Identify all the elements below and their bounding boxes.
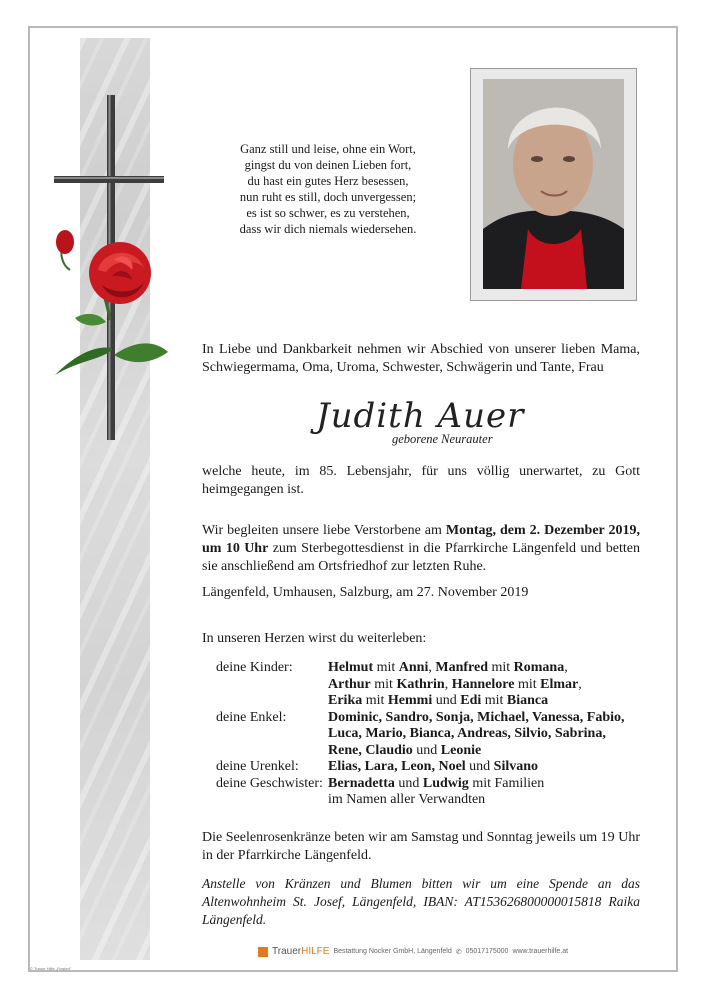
urenkel-label: deine Urenkel: — [216, 759, 299, 774]
trauerhilfe-logo-icon — [258, 947, 268, 957]
footer-phone: 05017175000 — [465, 948, 509, 955]
leaf — [55, 347, 112, 375]
footer-logo: TrauerHILFE — [272, 946, 330, 957]
geschwister-label: deine Geschwister: — [216, 775, 323, 791]
image-credit: © Trauer Hilfe „Rosted" — [30, 966, 72, 971]
kinder-line: Erika mit Hemmi und Edi mit Bianca — [328, 693, 549, 708]
funeral-date: Montag, dem 2. Dezember 2019, um 10 Uhr — [202, 523, 640, 556]
phone-icon: ✆ — [455, 948, 462, 956]
kinder-label: deine Kinder: — [216, 660, 293, 675]
cross-with-rose — [40, 90, 170, 450]
portrait-photo — [483, 79, 624, 289]
funeral-text-part: zum Sterbegottesdienst in die Pfarrkirche Längenfeld und betten sie anschließend am Ortsfriedhof zur letzten Ruhe. — [202, 541, 640, 574]
portrait-frame — [470, 68, 637, 301]
leaf — [75, 314, 106, 326]
poem-line: du hast ein gutes Herz besessen, — [247, 174, 409, 188]
enkel-line: Rene, Claudio und Leonie — [328, 742, 482, 758]
maiden-name: geborene Neurauter — [392, 432, 493, 446]
footer-web[interactable]: www.trauerhilfe.at — [512, 948, 569, 955]
rose-bud — [56, 230, 74, 254]
deceased-name: Judith Auer — [316, 396, 525, 436]
urenkel-line: Elias, Lara, Leon, Noel und Silvano — [328, 759, 539, 774]
family-list — [216, 660, 625, 809]
enkel-line: Luca, Mario, Bianca, Andreas, Silvio, Sabrina, — [328, 726, 606, 741]
poem-line: Ganz still und leise, ohne ein Wort, — [240, 142, 416, 156]
kinder-line: Arthur mit Kathrin, Hannelore mit Elmar, — [328, 676, 582, 692]
death-text: welche heute, im 85. Lebensjahr, für uns völlig unerwartet, zu Gott heimgegangen ist. — [202, 464, 640, 497]
place-date: Längenfeld, Umhausen, Salzburg, am 27. November 2019 — [202, 585, 529, 600]
poem — [208, 141, 448, 237]
funeral-text-part: Wir begleiten unsere liebe Verstorbene am — [202, 523, 446, 538]
intro-text: In Liebe und Dankbarkeit nehmen wir Abschied von unserer lieben Mama, Schwiegermama, Oma, Uroma, Schwester, Schwägerin und Tante, Frau — [202, 342, 640, 375]
hearts-line: In unseren Herzen wirst du weiterleben: — [202, 631, 427, 646]
donation-text: Anstelle von Kränzen und Blumen bitten wir um eine Spende an das Altenwohnheim St. Josef, Längenfeld, IBAN: AT153626800000015818 Raika Längenfeld. — [202, 876, 640, 927]
poem-line: gingst du von deinen Lieben fort, — [244, 158, 412, 172]
verwandte-line: im Namen aller Verwandten — [328, 792, 486, 807]
rosary-text: Die Seelenrosenkränze beten wir am Samstag und Sonntag jeweils um 19 Uhr in der Pfarrkirche Längenfeld. — [202, 830, 640, 863]
enkel-label: deine Enkel: — [216, 709, 287, 725]
footer-company: Bestattung Nocker GmbH, Längenfeld — [333, 948, 452, 955]
poem-line: dass wir dich niemals wiedersehen. — [239, 222, 417, 236]
poem-line: es ist so schwer, es zu verstehen, — [246, 206, 410, 220]
geschwister-line: Bernadetta und Ludwig mit Familien — [328, 775, 545, 791]
kinder-line: Helmut mit Anni, Manfred mit Romana, — [328, 660, 568, 675]
enkel-line: Dominic, Sandro, Sonja, Michael, Vanessa, Fabio, — [328, 709, 625, 725]
leaf — [114, 343, 168, 362]
funeral-text — [202, 522, 640, 576]
poem-line: nun ruht es still, doch unvergessen; — [239, 190, 417, 204]
footer — [258, 946, 568, 957]
